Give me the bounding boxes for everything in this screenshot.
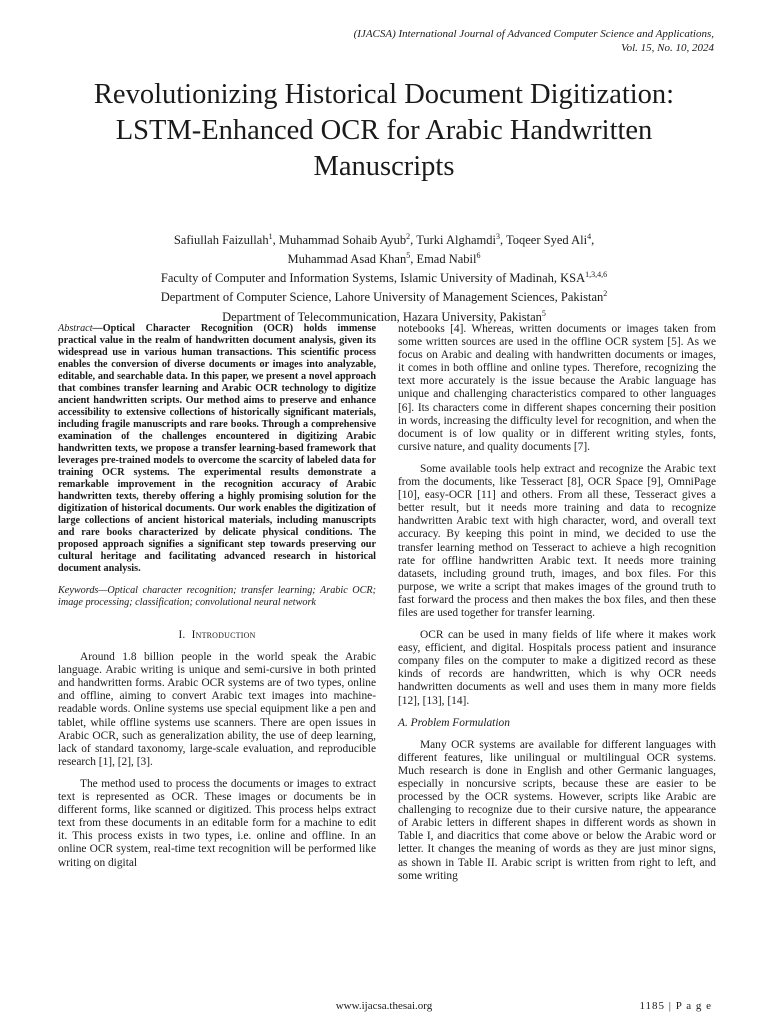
author-line-1: Safiullah Faizullah$^1$, Muhammad Sohaib Ayub$^2$, Turki Alghamdi$^3$, Toqeer Syed Ali$^4$, bbox=[173, 232, 595, 248]
affiliation-sup: 1,3,4,6 bbox=[585, 270, 608, 280]
journal-name: (IJACSA) International Journal of Advanced Computer Science and Applications, bbox=[353, 28, 714, 40]
affiliation-text: Faculty of Computer and Information Systems, Islamic University of Madinah, KSA bbox=[160, 271, 586, 286]
author-name: Safiullah Faizullah bbox=[173, 233, 269, 248]
paragraph: Some available tools help extract and recognize the Arabic text from the documents, like Tesseract [8], OCR Space [9], OmniPage [10], easy-OCR [11] and others. From all these, Tesseract gives a better result, but it needs more training and data to recognize handwritten Arabic text with high character, word, and overall text accuracy. By keeping this point in mind, we decided to use the transfer learning method on Tesseract to achieve a high recognition rate for offline handwritten Arabic text. It needs more training datasets, including ground truth, images, and box files. For this purpose, we write a script that makes images of the ground truth to fast forward the process and then makes the box files, and then these files are used together for transfer learning. bbox=[398, 462, 716, 619]
keywords-label: Keywords bbox=[58, 585, 99, 596]
right-column bbox=[398, 323, 716, 892]
journal-volume: Vol. 15, No. 10, 2024 bbox=[621, 42, 714, 54]
author-name: Muhammad Sohaib Ayub bbox=[278, 233, 407, 248]
left-column bbox=[58, 323, 376, 879]
author-sup: 2 bbox=[406, 232, 411, 241]
author-name: Turki Alghamdi bbox=[416, 233, 496, 248]
affiliation-sup: 5 bbox=[541, 308, 546, 318]
paragraph: Around 1.8 billion people in the world speak the Arabic language. Arabic writing is unique and semi-cursive in both printed and handwritten forms. Arabic OCR systems are of two types, online and offline, aiming to convert Arabic text images into machine-readable words. Online systems use special equipment like a pen and tablet, while offline systems use scanners. There are open issues in Arabic OCR, such as generalization ability, the use of deep learning, lack of standard taxonomy, large-scale evaluation, and reproducible research [1], [2], [3]. bbox=[58, 651, 376, 768]
affiliation-sup: 2 bbox=[603, 289, 608, 299]
author-sup: 3 bbox=[495, 232, 500, 241]
author-sup: 6 bbox=[476, 251, 481, 261]
abstract-label: Abstract bbox=[58, 323, 93, 334]
title-line-2: LSTM-Enhanced OCR for Arabic Handwritten bbox=[115, 115, 653, 146]
affiliation-2 bbox=[40, 286, 728, 305]
author-name: Toqeer Syed Ali bbox=[506, 233, 588, 248]
affiliation-1 bbox=[40, 267, 728, 286]
title-line-3: Manuscripts bbox=[313, 151, 455, 182]
paper-title bbox=[40, 77, 728, 185]
affiliation-text: Department of Telecommunication, Hazara University, Pakistan bbox=[222, 309, 542, 324]
author-sup: 1 bbox=[268, 232, 273, 241]
paragraph: The method used to process the documents or images to extract text is represented as OCR. These images or documents be in different forms, like scanned or digitized. This process helps extract text from these documents in an editable form for a machine to edit it. This process exists in two types, i.e. online and offline. In an online OCR system, real-time text recognition will be performed like writing on digital bbox=[58, 777, 376, 869]
abstract bbox=[58, 323, 376, 575]
title-line-1: Revolutionizing Historical Document Digitization: bbox=[93, 79, 675, 110]
author-line-2: Muhammad Asad Khan$^5$, Emad Nabil$^6$ bbox=[287, 251, 481, 267]
author-sup: 4 bbox=[587, 232, 592, 241]
page-number: 1185 | P a g e bbox=[639, 1000, 712, 1012]
footer-url: www.ijacsa.thesai.org bbox=[335, 1000, 433, 1012]
paragraph: notebooks [4]. Whereas, written documents or images taken from some written sources are used in the offline OCR system [5]. As we focus on Arabic and dealing with handwritten documents or images, it comes in both offline and online types. Therefore, recognizing the text more accurately is the issue because the Arabic language has unique and challenging characteristics compared to other languages [6]. Its characters come in different shapes concerning their position in words, increasing the difficulty level for recognition, and when the document is of low quality or in different writing styles, fonts, cursive nature, and quality documents [7]. bbox=[398, 323, 716, 453]
author-sup: 5 bbox=[406, 251, 411, 261]
paragraph: OCR can be used in many fields of life where it makes work easy, efficient, and digital. Hospitals process patient and insurance company files on the computer to make a digitized record as these kinds of records are handwritten, which is why OCR needs handwritten documents as well and uses them in many more fields [12], [13], [14]. bbox=[398, 629, 716, 707]
author-name: Muhammad Asad Khan bbox=[287, 252, 407, 267]
author-block bbox=[40, 229, 728, 325]
journal-header bbox=[354, 27, 714, 55]
affiliation-3 bbox=[40, 306, 728, 325]
keywords bbox=[58, 585, 376, 609]
affiliation-text: Department of Computer Science, Lahore University of Management Sciences, Pakistan bbox=[160, 290, 604, 305]
section-title: Introduction bbox=[191, 629, 256, 641]
section-heading bbox=[58, 629, 376, 642]
paragraph: Many OCR systems are available for different languages with different features, like unilingual or multilingual OCR systems. Much research is done in English and other Germanic languages, especially in noncursive scripts, because these are easier to be processed by the OCR systems. However, scripts like Arabic are challenging to recognize due to their cursive nature, the appearance of Arabic letters in different shapes in different words as shown in Table I, and diacritics that come above or below the Arabic word or letter. It changes the meaning of words as they are just minor signs, as shown in Table II. Arabic script is written from right to left, and some writing bbox=[398, 738, 716, 882]
author-name: Emad Nabil bbox=[416, 252, 477, 267]
abstract-text: —Optical Character Recognition (OCR) holds immense practical value in the realm of handwritten document analysis, given its widespread use in various human transactions. This scientific process enables the conversion of diverse documents or images into analyzable, editable, and searchable data. In this paper, we present a novel approach that combines transfer learning and Arabic OCR technology to digitize ancient handwritten scripts. Our method aims to preserve and enhance accessibility to extensive collections of historically significant materials, including fragile manuscripts and rare books. Through a comprehensive examination of the challenges encountered in digitizing Arabic handwritten texts, we propose a transfer learning-based framework that leverages pre-trained models to overcome the scarcity of labeled data for training OCR systems. The experimental results demonstrate a remarkable improvement in the recognition accuracy of Arabic handwritten texts, thereby offering a highly promising solution for the digitization of historical documents. Our work enables the digitization of large collections of ancient historical materials, including manuscripts and rare books characterized by delicate physical conditions. The proposed approach signifies a significant step towards preserving our cultural heritage and facilitating advanced research in historical document analysis. bbox=[58, 323, 376, 574]
keywords-text: —Optical character recognition; transfer learning; Arabic OCR; image processing; classification; convolutional neural network bbox=[58, 585, 376, 608]
subsection-heading: A. Problem Formulation bbox=[398, 716, 510, 729]
section-number: I. bbox=[178, 629, 186, 641]
